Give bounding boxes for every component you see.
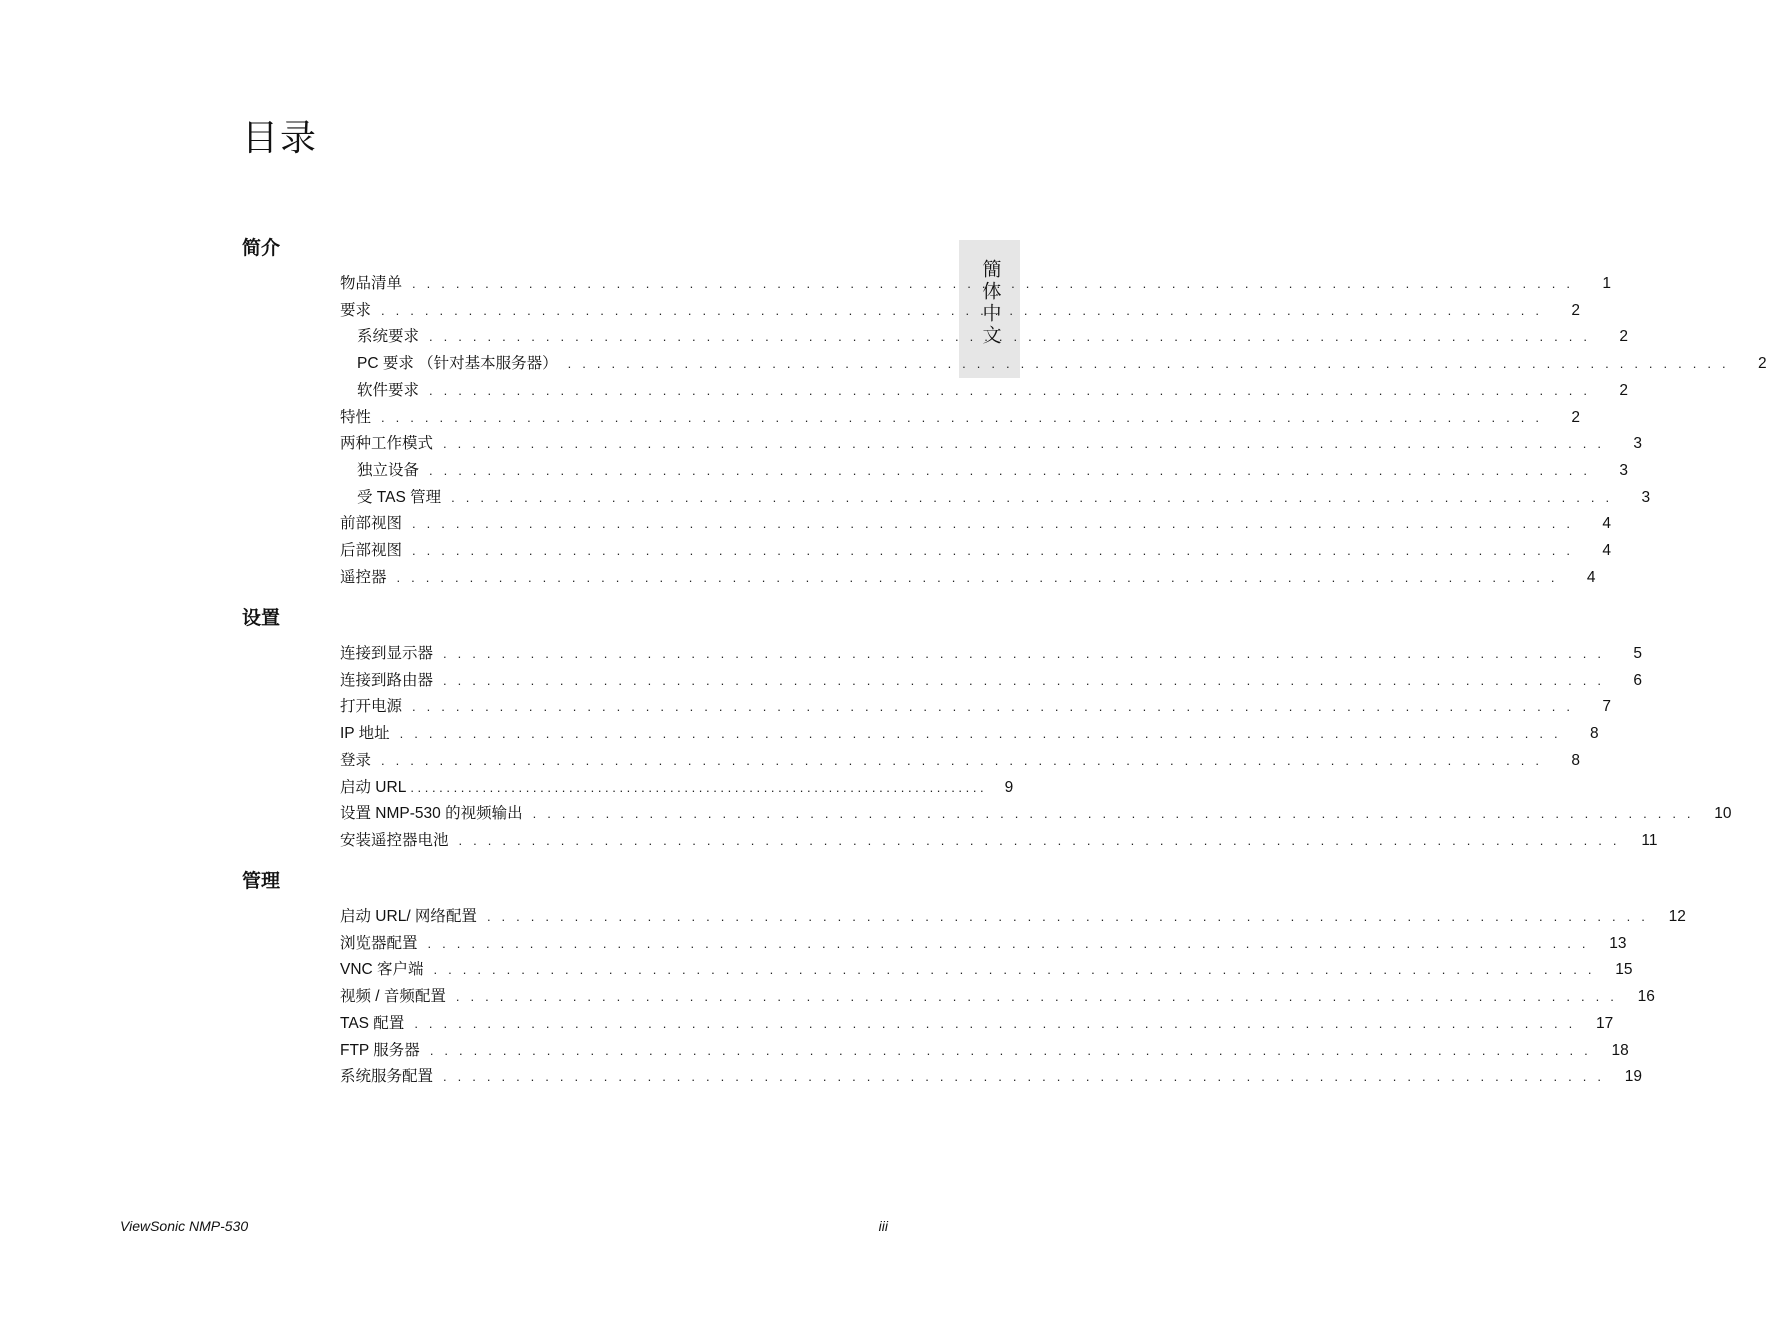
page-title: 目录 [242, 117, 319, 158]
toc-entry-label: 系统要求 [357, 328, 420, 346]
toc-page-number: 17 [1596, 1014, 1614, 1032]
toc-dot-leader: ................................................................................ [429, 1042, 1599, 1058]
toc-entry[interactable] [340, 1013, 1614, 1035]
toc-page-number: 3 [1619, 461, 1628, 479]
toc-entry[interactable] [340, 777, 1014, 799]
toc-entry-label: FTP 服务器 [340, 1041, 420, 1059]
toc-dot-leader: ................................................................................ [412, 276, 1581, 291]
toc-page-number: 4 [1602, 542, 1611, 559]
toc-page-number: 2 [1619, 381, 1628, 399]
toc-entry-label: 受 TAS 管理 [357, 488, 442, 506]
toc-page-number: 2 [1571, 408, 1580, 426]
toc-entry-label: 启动 URL/ 网络配置 [340, 908, 477, 925]
footer-page-number: iii [878, 1218, 888, 1234]
toc-subentry[interactable] [357, 460, 1628, 482]
toc-entry-label: PC 要求 （针对基本服务器） [357, 355, 558, 373]
toc-dot-leader: ................................................................................ [443, 1069, 1612, 1085]
toc-page-number: 15 [1615, 961, 1633, 979]
toc-entry[interactable] [340, 407, 1580, 429]
toc-dot-leader: ................................................................................ [458, 832, 1628, 848]
toc-entry[interactable] [340, 803, 1732, 825]
toc-page-number: 19 [1624, 1068, 1642, 1086]
toc-entry[interactable] [340, 1066, 1642, 1088]
toc-entry-label: 要求 [340, 301, 372, 319]
toc-entry-label: 安装遥控器电池 [340, 831, 449, 849]
toc-dot-leader: ................................................................................ [429, 382, 1598, 398]
toc-dot-leader: ................................................................................ [443, 646, 1612, 661]
toc-entry-label: 物品清单 [340, 275, 403, 292]
toc-entry[interactable] [340, 959, 1633, 981]
toc-page-number: 3 [1641, 488, 1651, 506]
toc-page-number: 18 [1611, 1041, 1629, 1059]
toc-entry-label: 连接到显示器 [340, 645, 434, 662]
toc-dot-leader: ................................................................................ [412, 543, 1581, 558]
toc-page-number: 2 [1619, 328, 1628, 346]
toc-entry[interactable] [340, 906, 1686, 928]
toc-entry-label: VNC 客户端 [340, 961, 424, 979]
toc-page-number: 12 [1668, 908, 1686, 925]
toc-page-number: 7 [1602, 698, 1611, 716]
toc-page-number: 4 [1602, 515, 1611, 533]
toc-dot-leader: ................................................................................ [396, 569, 1566, 585]
toc-subentry[interactable] [357, 353, 1767, 375]
language-tab-label: 簡体中文 [979, 259, 1001, 347]
toc-entry-label: 前部视图 [340, 515, 403, 533]
toc-dot-leader: ................................................................................ [414, 1015, 1584, 1031]
toc-entry-label: 两种工作模式 [340, 435, 434, 453]
toc-entry[interactable] [340, 643, 1642, 665]
toc-entry-label: 遥控器 [340, 568, 387, 586]
toc-dot-leader: ................................................................................ [381, 409, 1550, 425]
toc-dot-leader: ................................................................................ [412, 516, 1581, 532]
toc-entry[interactable] [340, 933, 1627, 955]
toc-entry[interactable] [340, 273, 1611, 295]
toc-entry[interactable] [340, 513, 1611, 535]
toc-page-number: 4 [1586, 568, 1596, 586]
toc-subentry[interactable] [357, 380, 1628, 402]
toc-entry-label: 系统服务配置 [340, 1068, 434, 1086]
toc-page-number: 9 [1004, 778, 1014, 796]
toc-page-number: 8 [1590, 725, 1599, 743]
section-heading: 简介 [242, 238, 281, 259]
toc-dot-leader: ................................................................................ [412, 699, 1581, 715]
toc-page-number: 6 [1633, 671, 1642, 689]
toc-page-number: 2 [1571, 301, 1580, 319]
toc-page-number: 13 [1609, 934, 1627, 952]
toc-dot-leader: ................................................................................ [381, 752, 1550, 768]
toc-entry-label: 打开电源 [340, 698, 403, 716]
toc-entry[interactable] [340, 567, 1596, 589]
toc-dot-leader: ................................................................................ [429, 329, 1598, 345]
toc-entry-label: IP 地址 [340, 725, 390, 743]
toc-entry[interactable] [340, 670, 1642, 692]
toc-page-number: 1 [1602, 275, 1611, 292]
toc-entry[interactable] [340, 433, 1642, 455]
toc-entry-label: 软件要求 [357, 381, 420, 399]
toc-page-number: 16 [1637, 988, 1655, 1006]
toc-dot-leader: ................................................................................ [429, 462, 1598, 478]
toc-dot-leader: ................................................................................ [427, 935, 1597, 951]
toc-dot-leader: ................................................................................ [443, 672, 1612, 688]
toc-page-number: 2 [1757, 355, 1767, 373]
toc-entry-label: 设置 NMP-530 的视频输出 [340, 805, 523, 823]
toc-dot-leader: ................................................................................ [455, 989, 1625, 1005]
toc-dot-leader: ................................................................................ [451, 489, 1621, 505]
toc-dot-leader: ................................................................................ [443, 436, 1612, 452]
toc-dot-leader: ................................................................................ [567, 356, 1737, 372]
toc-entry-label: 视频 / 音频配置 [340, 988, 446, 1006]
toc-entry-label: 后部视图 [340, 542, 403, 559]
toc-entry[interactable] [340, 750, 1580, 772]
toc-entry[interactable] [340, 540, 1611, 562]
toc-entry-label: 连接到路由器 [340, 671, 434, 689]
toc-subentry[interactable] [357, 487, 1651, 509]
toc-dot-leader: ................................................................................ [410, 779, 988, 795]
toc-entry[interactable] [340, 723, 1599, 745]
toc-entry[interactable] [340, 1040, 1629, 1062]
toc-entry-label: 登录 [340, 751, 372, 769]
toc-entry-label: 启动 URL [340, 778, 407, 796]
toc-entry-label: 特性 [340, 408, 372, 426]
toc-dot-leader: ................................................................................ [532, 806, 1702, 822]
toc-page-number: 11 [1641, 831, 1658, 849]
toc-dot-leader: ................................................................................ [486, 909, 1656, 924]
toc-entry[interactable] [340, 300, 1580, 322]
toc-entry[interactable] [340, 986, 1655, 1008]
section-heading: 设置 [242, 608, 281, 629]
toc-entry-label: 独立设备 [357, 461, 420, 479]
toc-dot-leader: ................................................................................ [433, 962, 1603, 978]
toc-entry-label: TAS 配置 [340, 1014, 405, 1032]
toc-page-number: 8 [1571, 751, 1580, 769]
toc-entry[interactable] [340, 830, 1658, 852]
footer-product-name: ViewSonic NMP-530 [120, 1218, 249, 1234]
toc-entry[interactable] [340, 696, 1611, 718]
toc-page-number: 3 [1633, 435, 1642, 453]
toc-dot-leader: ................................................................................ [399, 726, 1569, 742]
section-heading: 管理 [242, 871, 281, 892]
toc-dot-leader: ................................................................................ [381, 302, 1550, 318]
toc-page-number: 10 [1714, 805, 1732, 823]
toc-subentry[interactable] [357, 326, 1628, 348]
toc-entry-label: 浏览器配置 [340, 934, 418, 952]
toc-page-number: 5 [1633, 645, 1642, 662]
